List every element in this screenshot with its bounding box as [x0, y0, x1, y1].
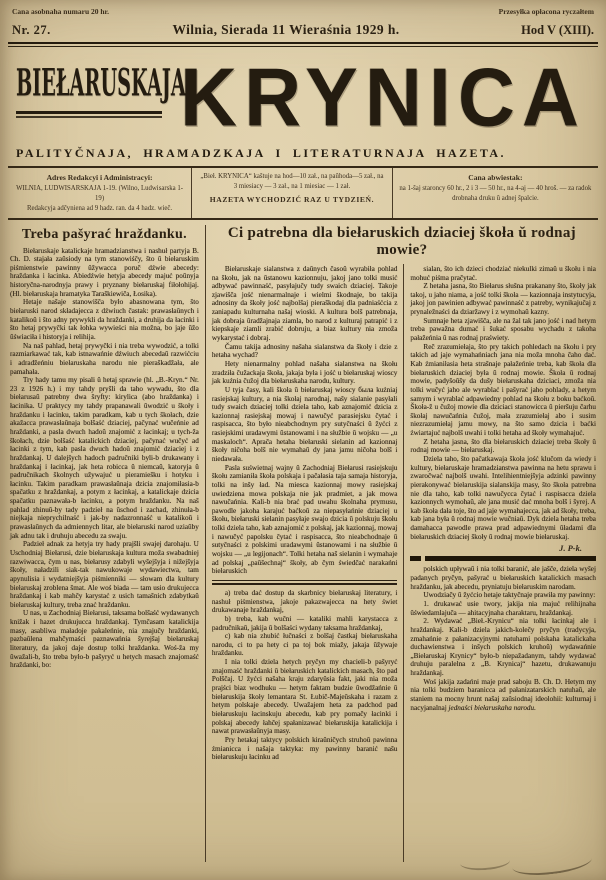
office-hours-line: Redakcyja adčyniena ad 9 hadz. ran. da 4 hadz. wieč. — [26, 204, 173, 212]
main-article-region — [206, 225, 598, 862]
address-line: WILNIA, LUDWISARSKAJA 1-19. (Wilno, Ludwisarska 1-19) — [16, 185, 184, 202]
section-divider-rule-thick — [410, 556, 596, 561]
paragraph: Uwodziačy ŭ žyćcio hetaje taktyčnaje prawiła my pawinny: — [423, 591, 596, 600]
paragraph: U tyja časy, kali škoła ŭ biełaruskaj wioscy была kuźniaj rasiejskaj kultury, a nia škołaj narodnaj, našy sialanie pasyłali tudy swaich dziaciej tolki dziela taho, kab aznajomić dzicia z kazionnaj rasiejskaj mowaj i nawučyć parasiejsku čytać i raspisacca, što było nieabchodnym pry sutyčnaści ŭ žyćci z rasiejskimi uradawymi ŭstanowami i na słužbie ŭ wojsku — „u maskaloch“. Aprača hetaha biełaruski sielanin ad kazionnaj škoły ničoha bolš nie wymahaŭ dy jana jamu ničoha bolš i niedawała. — [211, 385, 398, 463]
closing-text-italic: jednaści biełaruskaha narodu. — [448, 703, 536, 712]
ad-rates-box — [393, 168, 598, 218]
subscription-box — [192, 168, 393, 218]
issue-number: Nr. 27. — [12, 23, 51, 37]
paragraph: Hetaje našaje stanowišča było abasnowana tym, što biełaruski narod składajecca z dźwiuch častak: prawasłaŭnych i katalikoŭ i što adny prywykli da hraždanki, a druhija da łacinki i što hetaj prywyčki tak łohka wywieści nia možna, bo jaje ŭžo ŭświaciła i historyja i relihija. — [10, 298, 199, 341]
masthead-left-block — [16, 55, 186, 118]
column-left — [8, 225, 206, 862]
author-signature: J. P-k. — [559, 543, 582, 554]
postage-note: Przesyłka opłacona ryczałtem — [498, 7, 594, 16]
closing-text: Woś jakija zadańni maje prad saboju B. Ch. D. Hetym my nia tolki budziem baranicca ad pałanizatarskich natuhaŭ, ale staniem na mocny hrunt našaj zaŭsiodnaj ideolohii: kulturnaj i nacyjanalnaj — [410, 677, 596, 712]
paragraph: Čamu takija adnosiny našaha sialanstwa da škoły i dzie z hetaha wychad? — [211, 342, 398, 360]
list-item: b) treba, kab wučni — kataliki mahli karystacca z padručnikaŭ, jakija ŭ bolšaści wydany taksama hraždankaj, — [211, 614, 398, 632]
ad-rates-title: Cana abwiestak: — [468, 173, 523, 182]
paragraph: 2. Wydawać „Bieł.-Krynicu“ nia tolki łacinkaj ale i hraždankaj. Kali-b dziela jakich-kolečy pryčyn (tradycyja, zmahańnie z pałanizacyjnymi natuhami polskaha katalickaha duchawienstwa i inšych polskich kruhoŭ) wydawańnie „Biełaruskaj Krynicy“ było-b niepažadanym, tahdy wydawać druhuju paralelna z „B. Krynicaj“ hazetu, drukawanuju hraždankaj. — [410, 617, 596, 678]
paragraph: 1. drukawać usie twory, jakija nia majuć relihijnaha ŭświedamlajuča — ahitacyjnaha charaktaru, hraždankaj. — [410, 599, 596, 617]
masthead — [0, 47, 606, 143]
ad-rates-line: na 1-šaj staroncy 60 hr., 2 i 3 — 50 hr., na 4-aj — 40 hroš. — za radok drobnaha druku ŭ adnej špalcie. — [399, 185, 592, 202]
dateline: Wilnia, Sierada 11 Wieraśnia 1929 h. — [172, 22, 400, 37]
paragraph: polskich upływaŭ i nia tolki baranić, ale jašče, dziela wyšej padanych pryčyn, pašyrać u biełaruskich katalickich masach hraždanku, jak abecedu, pryniatuju biełaruskim narodam. — [410, 565, 596, 591]
main-article-columns — [206, 264, 598, 862]
closing-paragraph — [410, 678, 596, 713]
paragraph: sialan, što ich dzieci chodziać niekulki zimaŭ u škołu i nia mohuć piśma pračytać. — [410, 264, 596, 282]
paragraph: Dziela taho, što pačatkawaja škoła jość klučom da wiedy i kultury, biełaruskaje hramadzianstwa pawinna na hetu sprawu i zwaročwać najbolš uwahi. Intelihientniejšyja adzinki pawinny pierakonywać biełaruskija sialanskija masy, što škoła patrebna nie dla taho, kab tolki nawučycca čytać i raspisacca dziela kazionnych wymohaŭ, ale jana musić dać mnoha bolš i šyrej. A kab škoła dała toje, što ad jaje wymahajecca, jak ad škoły, treba, kab jana była ŭ rodnaj mowie wučniaŭ. Dyk dziela hetaha treba damahacca pawodle prawa prad adpawiednymi ŭładami dla biełaruskich dziaciej škoły ŭ rodnaj mowie biełaruskaj. — [410, 455, 596, 541]
content-columns — [8, 225, 598, 862]
paragraph: Sumnaje heta zjawišča, ale na žal tak jano jość i nad hetym treba pawažna dumać i šukać sposabu wychadu z takoha pałažeńnia ŭ nas rodnaj praświety. — [410, 316, 596, 343]
masthead-tagline: PALITYČNAJA, HRAMADZKAJA I LITERATURNAJA HAZETA. — [16, 146, 506, 160]
price-note: Cana asobnaha numaru 20 hr. — [12, 7, 110, 16]
column-middle — [206, 264, 405, 862]
paragraph: Na naš pahlad, hetaj prywyčki i nia treba wywodzić, a tolki razmiarkawać tak, kab istnawańnie dźwiuch abecedaŭ razwićciu i adradžeńniu biełaruskaha narodu nie pieraškadžała, ale pamahała. — [10, 341, 199, 376]
masthead-title: KRYNICA — [180, 50, 586, 144]
paragraph: Pry hetakaj taktycy polskich kiraŭničych struhoŭ pawinna źmianicca i našaja taktyka: my pawinny baranić našu biełaruskuju łacinku ad — [211, 735, 398, 762]
publication-frequency: HAZETA WYCHODZIĆ RAZ U TYDZIEŃ. — [209, 194, 375, 204]
column-right — [404, 264, 598, 862]
paragraph: Biełaruskaje sialanstwa z daŭnych časoŭ wyrabiła pohlad na škołu, jak na ŭstanowu kazionnuju, jakoj jano tolki musić adbywać pawinnaść, pasyłajučy tudy swaich dziaciej. Takoje zjawišča jość nienarmalnaje i wielmi škodnaje, bo takija adnosiny da škoły jość najbolšaj pieraškodaj dla padniaśćcia z zaniapadu kulturnaha našaj wioski. A kultura bolš patrebnaja, jak dobraja ŭradžajnaja ziamla, bo narod z kulturaj patrapić i z kiepskaje ziamli zrabić dobruju, a biaz kultury nia zmoža wykarystać i dobraj. — [211, 264, 398, 343]
headline-left-article: Treba pašyrać hraždanku. — [21, 226, 187, 242]
address-box-title: Adres Redakcyi i Administracyi: — [46, 173, 153, 182]
list-item: a) treba dać dostup da skarbnicy biełaruskaj literatury, i nashuł piśmienstwa, jakoje pakazwajecca na hety świet drukawanaje hraždankaj, — [211, 588, 398, 615]
paragraph: Pasla suświetnaj wajny ŭ Zachodniaj Biełarusi rasiejskuju škołu zamianiła škoła polskaja i pačałasia taja samaja historyja, tolki na inšy ład. Na miesca kazionnaj mowy rasiejskaj uwiedziena mowa polskaja nie jak pradmiet, a jak mowa nawučańnia. Kali-b nia brać pad uwahu školnaha prymusu, pawodle jakoha karajuć baćkoŭ za niepasyłańnie dziaciej u škołu, biełaruski sielanin pasyłaje swajo dzicia ŭ polskuju škołu tolki dziela taho, kab aznajomić z polskaj, jak kazionnaj, mowaj i nawučyć papolsku čytać i raspisacca, što nieabchodnaje ŭ sutyčnaści z polskimi uradawymi ŭstanowami i na słužbie ŭ wojsku — „u legijonach“. Tolki hetaha naš sielanin i wymahaje ad polskaj „paŭšechnaj“ škoły, ab čym świedčać narakańni biełaruskich — [211, 463, 398, 576]
paragraph: U nas, u Zachodniaj Biełarusi, taksama bolšaść wydawanych knižak i hazet drukujucca hraždankaj. Tymčasam katalickija masy, asabliwa maładoje pakaleńnie, nia znajučy hraždanki, pazbaŭlena mahčymaści paznawańnia šyrejšaj biełaruskaj literatury, da jakoj daje dostup tolki hraždanka. Woś-ža my ŭwažali-b, što treba było-b pašyryć u hetych masach znajomaść hraždanki, bo: — [10, 609, 199, 670]
info-bar — [8, 166, 598, 220]
section-divider-rule — [212, 580, 398, 585]
paragraph: Biełaruskaje katalickaje hramadzianstwa i nashuł partyja B. Ch. D. stajała zaŭsiody na tym stanowiśčy, što ŭ biełaruskim piśmienstwie pawinny ŭžywacca poruč dźwie abecedy: hraždanka i łacinka. Abiedźwie hetyja abecedy majuć poŭnyja historyčna-narodnyja prawy i pryznany biełaruskaj fiłołohijaj. (Hl. biełaruskaja hramatyka Taraškiewiča, Łosika). — [10, 246, 199, 298]
headline-main-article: Ci patrebna dla biełaruskich dziaciej škoła ŭ rodnaj mowie? — [227, 224, 576, 259]
top-notes-row — [0, 0, 606, 16]
subscription-prices: „Bieł. KRYNICA“ kaštuje na hod—10 zał., na paŭhoda—5 zał., na 3 miesiacy — 3 zał., na 1 miesiac — 1 zał. — [200, 173, 384, 190]
paragraph: Reč zrazumiełaja, što pry takich pohledach na škołu i pry takich ad jaje wymahańniach jana nia moža mnoha čaho dać. Kab źmianiłasia heta strašnaje pałažeńnie treba, kab škoła dla biełaruskich dziaciej była ŭ rodnaj mowie. Škoła ŭ rodnaj mowie, padyšoŭšy da dušy biełaruskaha dziciaci, zmoža nia tolki wučyć jaho ale wyrablać i pašyrać jaho pohlady, a hetym samym i wyrablać adpawiedny pohlad na škołu z boku baćkoŭ. Škoła-ž u čužoj mowie dla dziciaci stanowicca ŭ pieršuju čarhu škołaj nawučańnia čužoj, mała zrazumiełaj abo i susim niezrazumiełaj jamu mowy, na što samo dzicia i baćki źwiartajuć najbolš uwahi i tolki hetaha ad škoły wymahajuć. — [410, 342, 596, 438]
paragraph: Try hady tamu my pisali ŭ hetaj sprawie (hl. „B.-Kryn.“ Nr. 23 z 1926 h.) i my tahdy pryšli da taho wywadu, što dla biełarusaŭ patrebny dwa šryfty: kirylica (abo hraždanka) i łacinika. U praktycy my tahdy prapanawali ŭwodzić u škoły i hraždanku i łacinku, takim paradkam, kab u tych škołach, dzie akažacca prawasłaŭnaja bolšaść dziaciej, pačynać wučeńnie ad hraždanki, a pasla dwuch hadoŭ znajomić z łacinkaj; u tych-ža škołach, dzie bolšaść katalickich dziaciej, pačynać wučyć ad łacinki z tym, kab pasla dwuch hadoŭ znajomić dziaciej i z hraždankaj. U dalejšych hadoch padručniki byli-b drukawany i hraždankaj i łacinkaj, jak heta robicca ŭ niemcaŭ, katoryja ŭ padručnikach školnych užywajuć u pieramiešku i hotyku i łacinku. Takim paradkam prawasłaŭnaja dzicia znajomiłasia-b spačatku z hraždankaj, a potym z łacinkaj, a katalickaje dzicia spačatku paznawała-b łacinku, a potym hraždanku. Na naš pahlad zhinuŭ-by tady padzieł na ŭschod i zachad, zhinuła-b niejkaja nieprychilnaść i jak-by nadazronnaść u katalikoŭ i prawasłaŭnych da admiennych litar, ale biełaruski narod uziaŭby jak adnu tak i druhuju abecedu za swaju. — [10, 376, 199, 540]
masthead-title-small: BIEŁARUSKAJA — [16, 61, 186, 106]
address-box — [8, 168, 192, 218]
paragraph: Padzieł adnak za hetyja try hady prajšli swajej darohaju. U Uschodniaj Biełarusi, dzie biełaruskaja kultura moža swabadniej razwiwacca, čym u nas, biełarusy zdabyli wyšejšyja i nižejšyja škoły, naładzili siak-tak nawukowaje wydawiectwa, tam apynulisia i wydatniejšyja piśmienniki — słowam dla kultury biełaruskaj zroblena šmat. Ale woś biada — tam usio drukujecca hraždankaj i kab mahčy karystać z usich tamašnich zdabytkaŭ biełaruskaj kultury, treba znać hraždanku. — [10, 540, 199, 609]
year-label: Hod V (XIII). — [521, 23, 594, 37]
list-item: c) kab nia zhubić łučnaści z bolšaj častkaj biełaruskaha narodu, ci to pa hety ci pa toj bok miažy, jakaja ŭžywaje hraždanku. — [211, 632, 398, 658]
paragraph: I nia tolki dziela hetych pryčyn my chacieli-b pašyryć znajomaść hraždanki ŭ biełaruskich katalickich masach, što pad Polščaj. U žyćci našaha kraju zdaryŭsia fakt, jaki nia moža prajści biaz wodhuku — hetym faktam budzie ŭwodžańnie ŭ biełaruskija škoły lemantara St. Łubič-Majeŭskaha i razam z hetym polskaje abecedy. Uwažajem heta za padchod pad biełaruskuju łacinskuju abecedu, kab pry pomačy łacinki i polskaj abecedy łahčej spałanizawać biełaruskija katalickija i nawat prawasłaŭnyja masy. — [211, 658, 398, 736]
paragraph: Z hetaha jasna, što dla biełaruskich dziaciej treba škoły ŭ rodnaj mowie — biełaruskaj. — [410, 437, 596, 455]
paragraph: Z hetaha jasna, što Biełarus słušna prakanany što, škoły jak takoj, u jaho niama, a jość tolki škoła — kazionnaja instytucyja, jakoj jon pawinien adbywać pawinnaść z patreby, wynikajučaj z prynaležnaści da dziaržawy i z wymohaŭ kazny. — [410, 282, 596, 317]
paragraph: Hety nienarmalny pohlad našaha sialanstwa na škołu zradziła čužackaja škoła, jakaja była i jość u biełaruskaj wioscy jak kuźnia čužoj dla biełaruskaha narodu, kultury. — [211, 359, 398, 386]
issue-line — [0, 16, 606, 40]
